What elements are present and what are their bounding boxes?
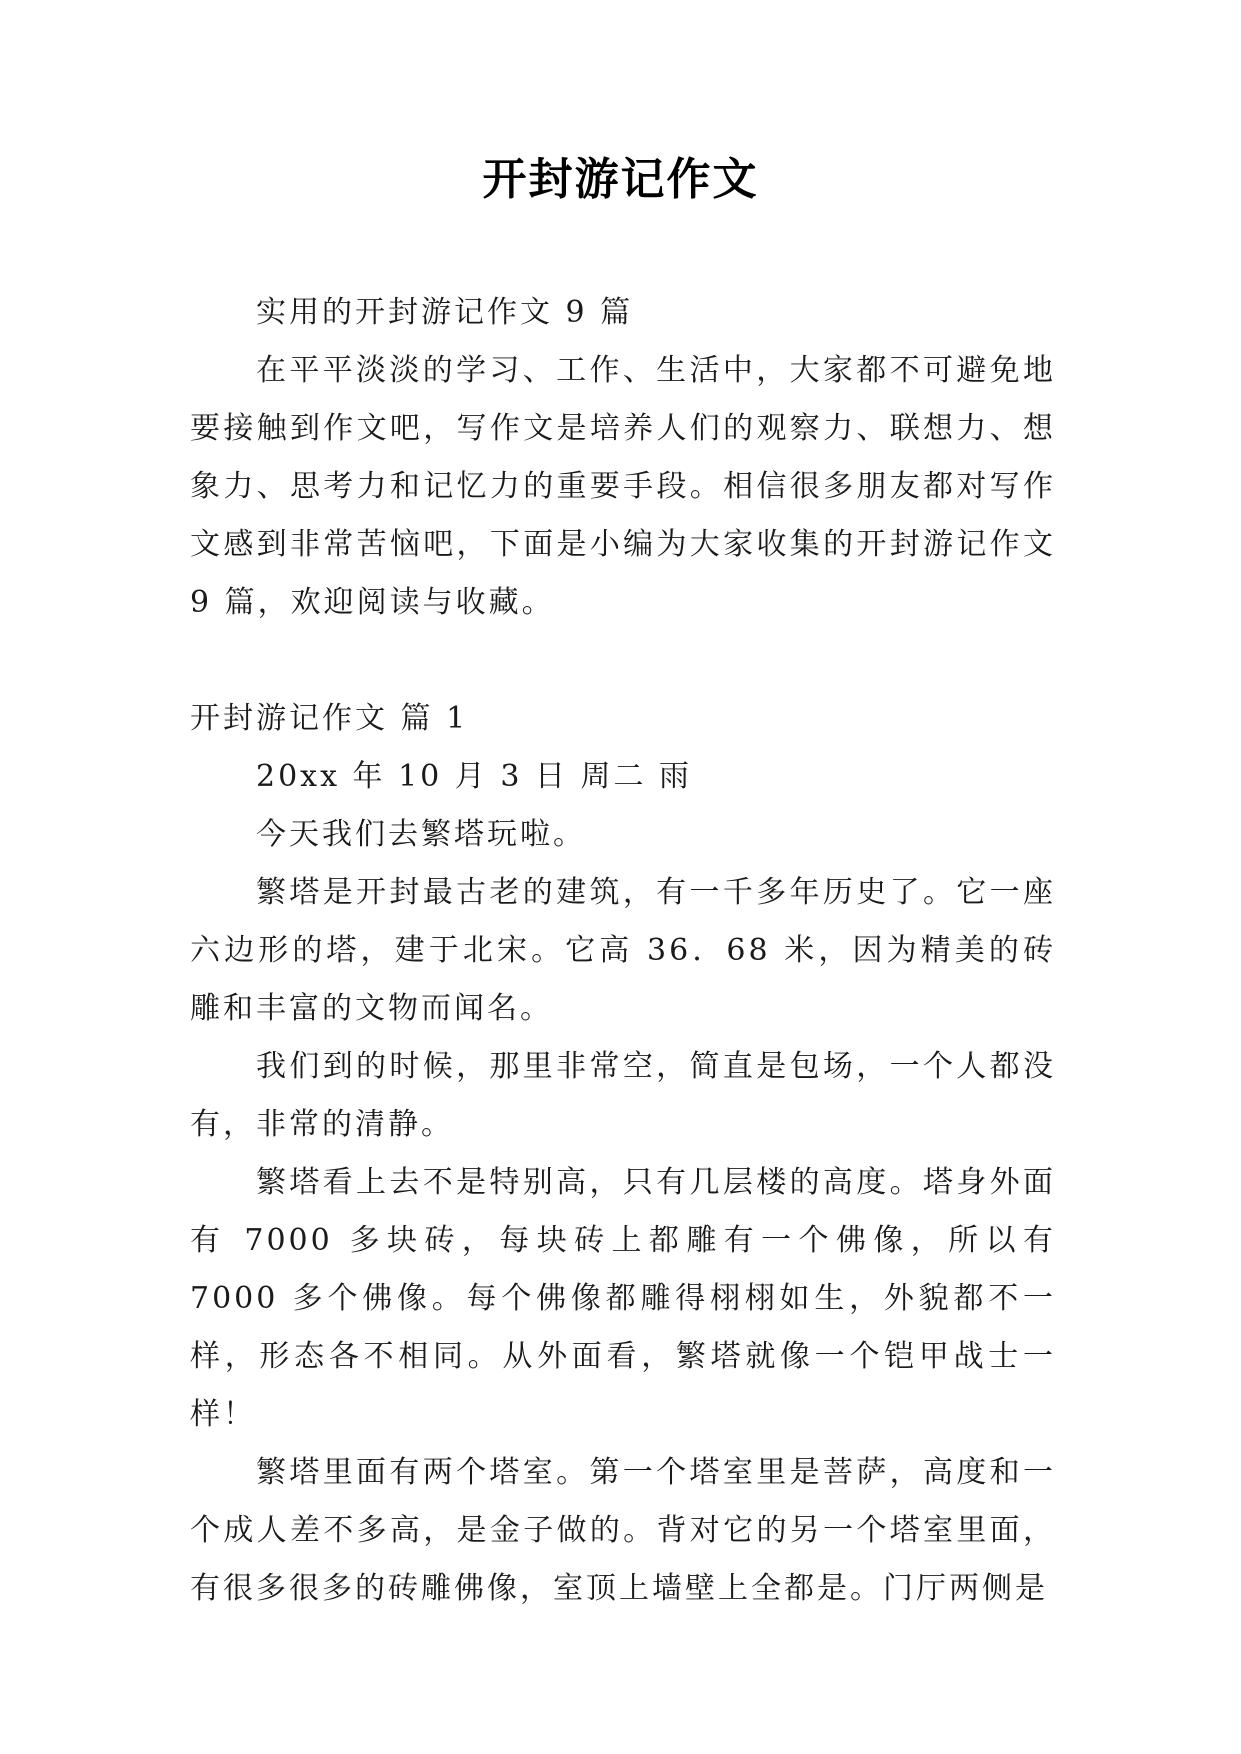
body-paragraph: 繁塔看上去不是特别高，只有几层楼的高度。塔身外面有 7000 多块砖，每块砖上都雕有一个佛像，所以有 7000 多个佛像。每个佛像都雕得栩栩如生，外貌都不一样，形态各不相同。从外面看，繁塔就像一个铠甲战士一样！: [190, 1165, 1056, 1432]
document-body: [190, 284, 1056, 1618]
section-heading: 开封游记作文 篇 1: [190, 701, 469, 736]
body-paragraph: 繁塔里面有两个塔室。第一个塔室里是菩萨，高度和一个成人差不多高，是金子做的。背对它的另一个塔室里面，有很多很多的砖雕佛像，室顶上墙壁上全都是。门厅两侧是: [190, 1455, 1056, 1606]
body-paragraph: 今天我们去繁塔玩啦。: [256, 817, 586, 852]
intro-paragraph: 在平平淡淡的学习、工作、生活中，大家都不可避免地要接触到作文吧，写作文是培养人们的观察力、联想力、想象力、思考力和记忆力的重要手段。相信很多朋友都对写作文感到非常苦恼吧，下面是小编为大家收集的开封游记作文 9 篇，欢迎阅读与收藏。: [190, 353, 1056, 620]
document-title: 开封游记作文: [482, 154, 759, 205]
body-paragraph: 繁塔是开封最古老的建筑，有一千多年历史了。它一座六边形的塔，建于北宋。它高 36．68 米，因为精美的砖雕和丰富的文物而闻名。: [190, 875, 1056, 1026]
date-line: 20xx 年 10 月 3 日 周二 雨: [256, 759, 693, 794]
section-spacer: [190, 632, 1056, 690]
body-paragraph: 我们到的时候，那里非常空，简直是包场，一个人都没有，非常的清静。: [190, 1049, 1056, 1142]
intro-heading: 实用的开封游记作文 9 篇: [256, 295, 634, 330]
